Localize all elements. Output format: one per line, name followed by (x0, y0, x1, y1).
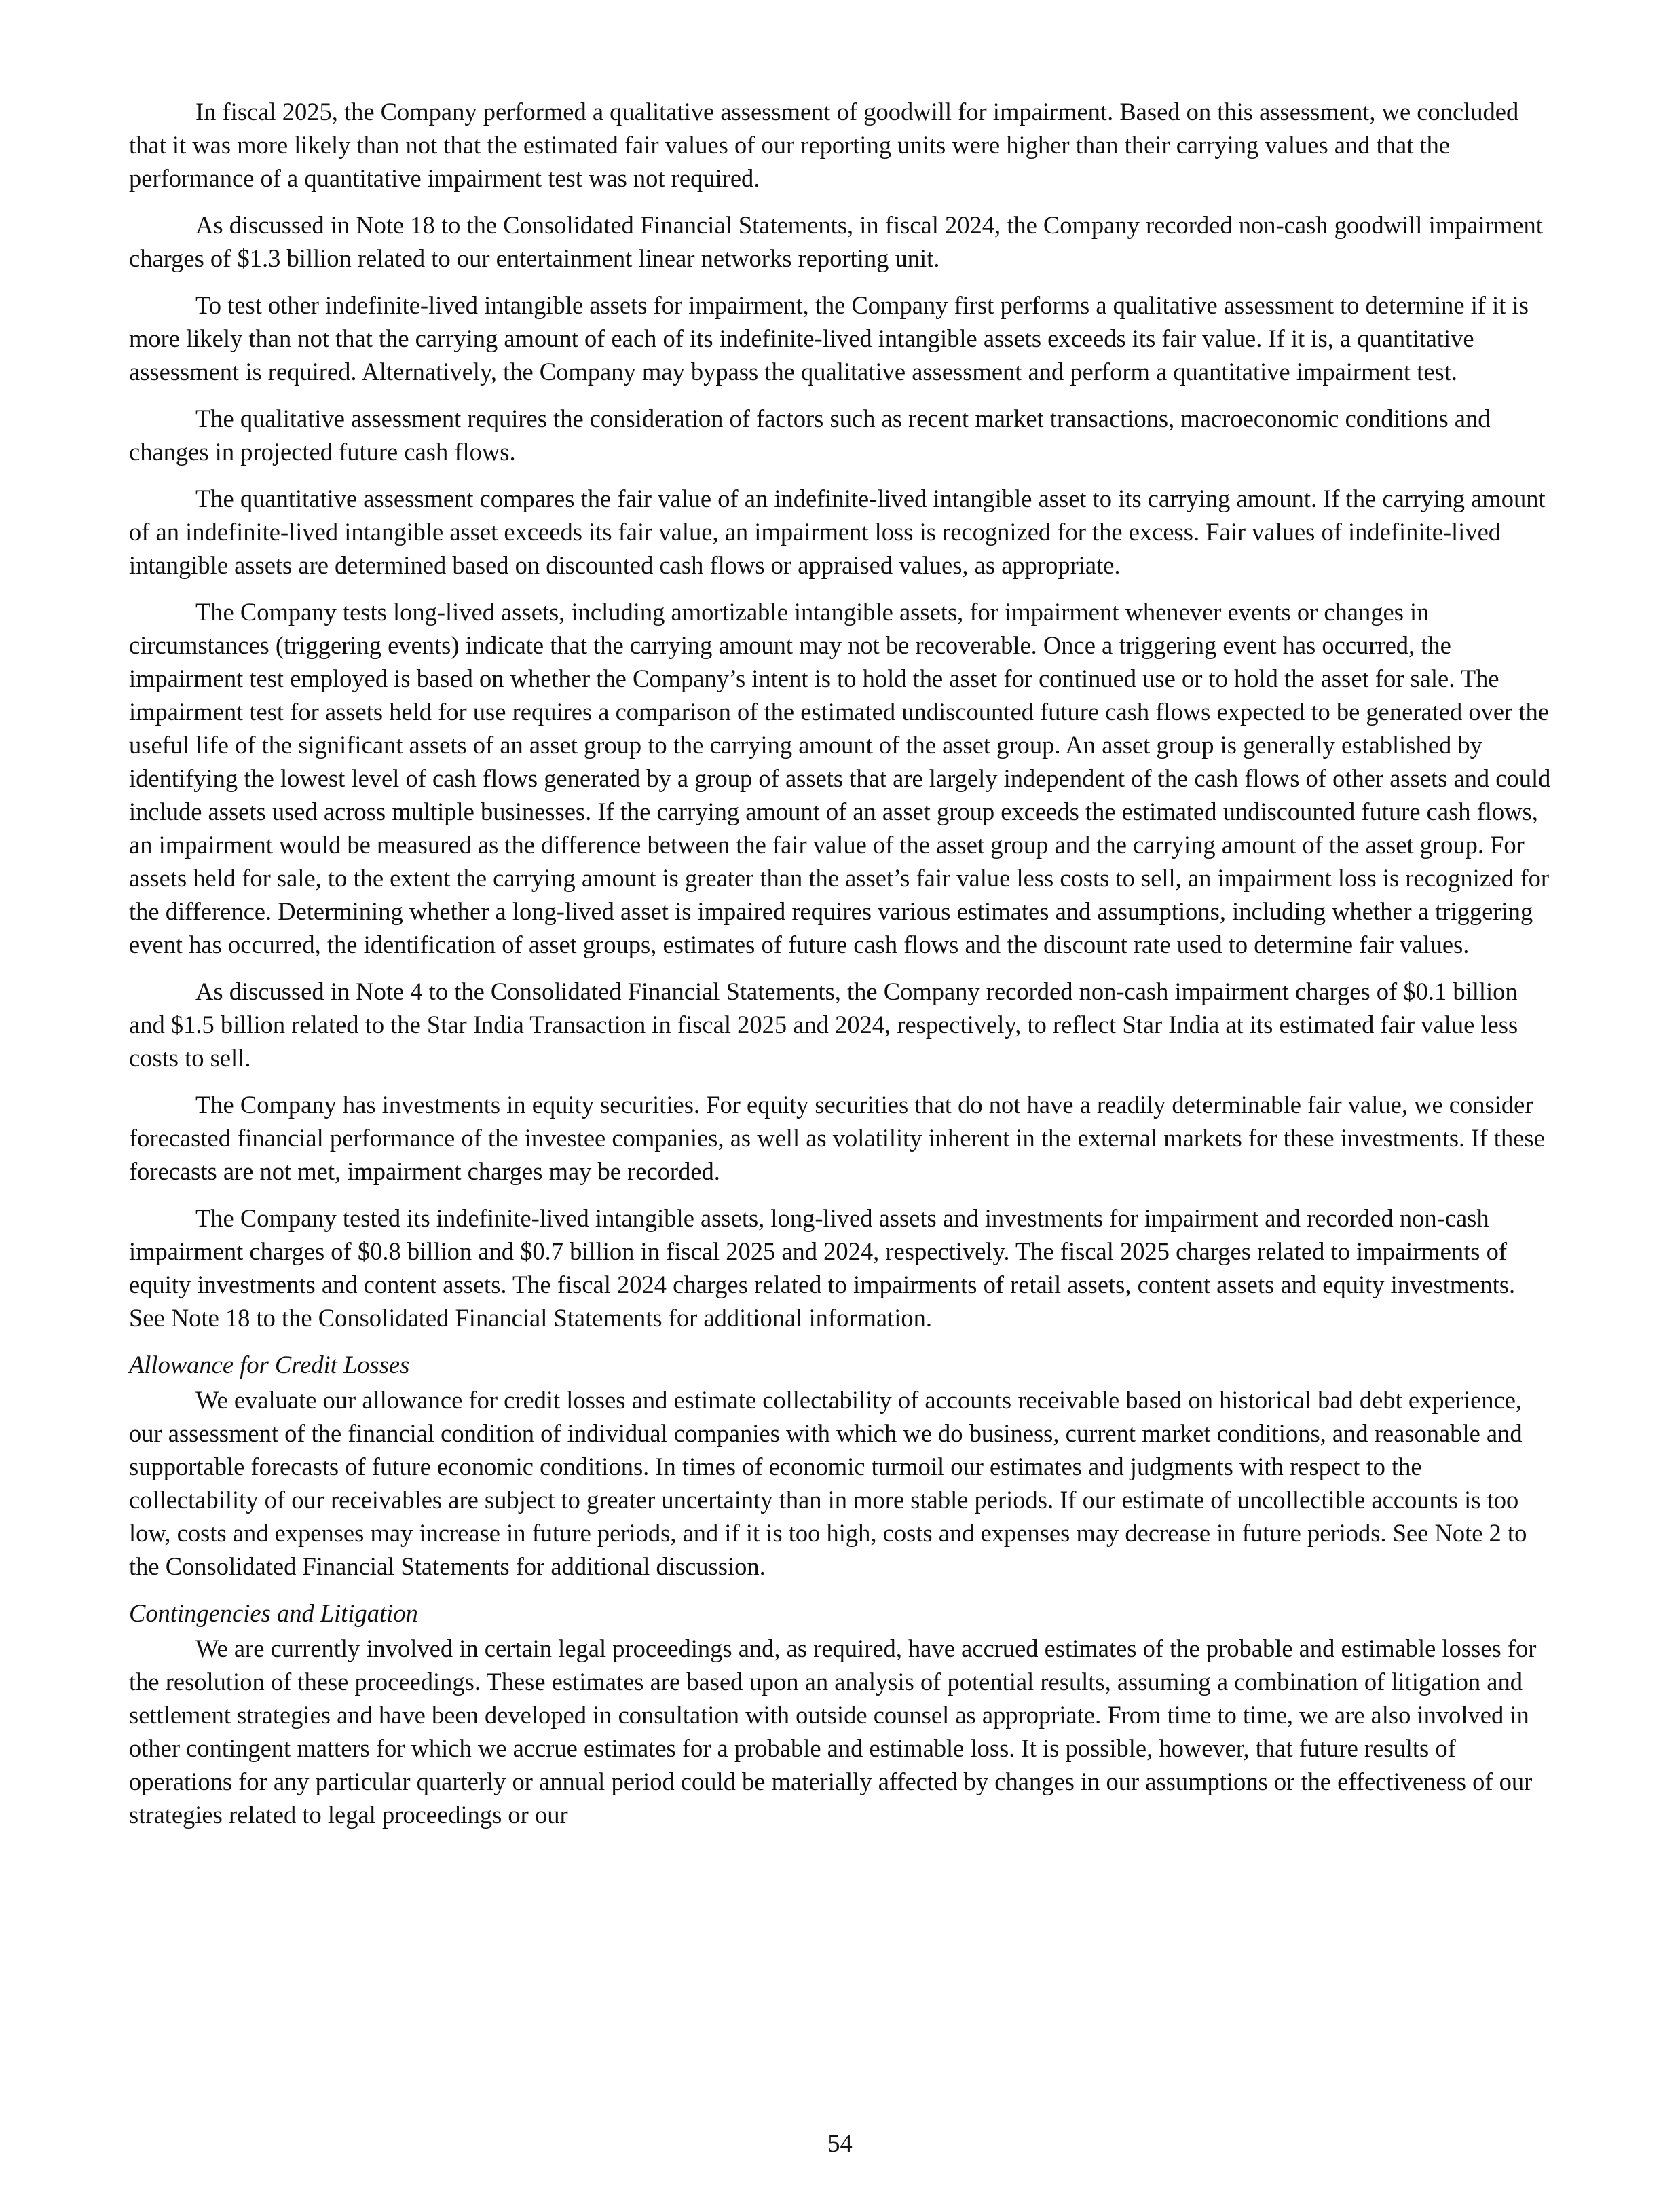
paragraph-long-lived-assets: The Company tests long-lived assets, including amortizable intangible assets, for impairment whenever events or changes in circumstances (triggering events) indicate that the carrying amount may not be recoverable. Once a triggering event has occurred, the impairment test employed is based on whether the Company’s intent is to hold the asset for continued use or to hold the asset for sale. The impairment test for assets held for use requires a comparison of the estimated undiscounted future cash flows expected to be generated over the useful life of the significant assets of an asset group to the carrying amount of the asset group. An asset group is generally established by identifying the lowest level of cash flows generated by a group of assets that are largely independent of the cash flows of other assets and could include assets used across multiple businesses. If the carrying amount of an asset group exceeds the estimated undiscounted future cash flows, an impairment would be measured as the difference between the fair value of the asset group and the carrying amount of the asset group. For assets held for sale, to the extent the carrying amount is greater than the asset’s fair value less costs to sell, an impairment loss is recognized for the difference. Determining whether a long-lived asset is impaired requires various estimates and assumptions, including whether a triggering event has occurred, the identification of asset groups, estimates of future cash flows and the discount rate used to determine fair values. (129, 598, 1551, 958)
section-heading-contingencies: Contingencies and Litigation (129, 1599, 418, 1627)
paragraph-qualitative-factors: The qualitative assessment requires the consideration of factors such as recent market transactions, macroeconomic conditions and changes in projected future cash flows. (129, 405, 1491, 466)
paragraph-equity-securities: The Company has investments in equity securities. For equity securities that do not have a readily determinable fair value, we consider forecasted financial performance of the investee companies, as well as volatility inherent in the external markets for these investments. If these forecasts are not met, impairment charges may be recorded. (129, 1091, 1545, 1185)
paragraph-credit-losses: We evaluate our allowance for credit losses and estimate collectability of accounts receivable based on historical bad debt experience, our assessment of the financial condition of individual companies with which we do business, current market conditions, and reasonable and supportable forecasts of future economic conditions. In times of economic turmoil our estimates and judgments with respect to the collectability of our receivables are subject to greater uncertainty than in more stable periods. If our estimate of uncollectible accounts is too low, costs and expenses may increase in future periods, and if it is too high, costs and expenses may decrease in future periods. See Note 2 to the Consolidated Financial Statements for additional discussion. (129, 1386, 1527, 1580)
paragraph-star-india: As discussed in Note 4 to the Consolidated Financial Statements, the Company recorded non-cash impairment charges of $0.1 billion and $1.5 billion related to the Star India Transaction in fiscal 2025 and 2024, respectively, to reflect Star India at its estimated fair value less costs to sell. (129, 977, 1518, 1072)
section-heading-credit-losses: Allowance for Credit Losses (129, 1351, 410, 1379)
paragraph-goodwill-impairment-2024: As discussed in Note 18 to the Consolidated Financial Statements, in fiscal 2024, the Company recorded non-cash goodwill impairment charges of $1.3 billion related to our entertainment linear networks reporting unit. (129, 211, 1543, 272)
page-number: 54 (827, 2129, 853, 2157)
paragraph-indefinite-lived-test: To test other indefinite-lived intangible assets for impairment, the Company first performs a qualitative assessment to determine if it is more likely than not that the carrying amount of each of its indefinite-lived intangible assets exceeds its fair value. If it is, a quantitative assessment is required. Alternatively, the Company may bypass the qualitative assessment and perform a quantitative impairment test. (129, 291, 1529, 386)
paragraph-impairment-charges: The Company tested its indefinite-lived intangible assets, long-lived assets and investments for impairment and recorded non-cash impairment charges of $0.8 billion and $0.7 billion in fiscal 2025 and 2024, respectively. The fiscal 2025 charges related to impairments of equity investments and content assets. The fiscal 2024 charges related to impairments of retail assets, content assets and equity investments. See Note 18 to the Consolidated Financial Statements for additional information. (129, 1204, 1516, 1332)
paragraph-contingencies: We are currently involved in certain legal proceedings and, as required, have accrued estimates of the probable and estimable losses for the resolution of these proceedings. These estimates are based upon an analysis of potential results, assuming a combination of litigation and settlement strategies and have been developed in consultation with outside counsel as appropriate. From time to time, we are also involved in other contingent matters for which we accrue estimates for a probable and estimable loss. It is possible, however, that future results of operations for any particular quarterly or annual period could be materially affected by changes in our assumptions or the effectiveness of our strategies related to legal proceedings or our (129, 1634, 1537, 1829)
paragraph-quantitative-assessment: The quantitative assessment compares the fair value of an indefinite-lived intangible asset to its carrying amount. If the carrying amount of an indefinite-lived intangible asset exceeds its fair value, an impairment loss is recognized for the excess. Fair values of indefinite-lived intangible assets are determined based on discounted cash flows or appraised values, as appropriate. (129, 485, 1546, 579)
paragraph-goodwill-qualitative: In fiscal 2025, the Company performed a qualitative assessment of goodwill for impairment. Based on this assessment, we concluded that it was more likely than not that the estimated fair values of our reporting units were higher than their carrying values and that the performance of a quantitative impairment test was not required. (129, 98, 1519, 192)
document-page (129, 95, 1551, 1845)
